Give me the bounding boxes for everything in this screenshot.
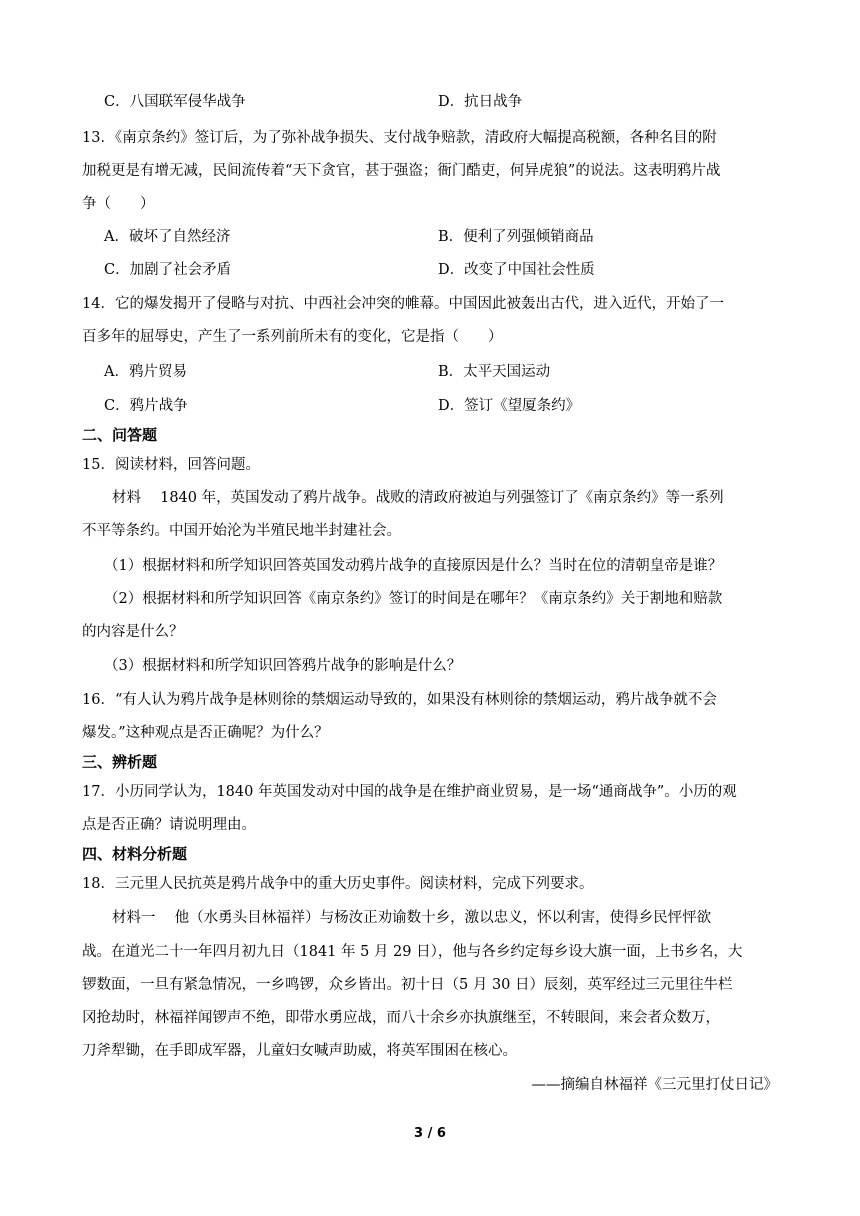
q13-option-b: B．便利了列强倾销商品 — [438, 229, 594, 245]
q15-subquestion-2-line-1: （2）根据材料和所学知识回答《南京条约》签订的时间是在哪年？《南京条约》关于割地和赔款 — [104, 591, 723, 607]
q13-option-c: C．加剧了社会矛盾 — [104, 262, 232, 278]
q15-material-line-2: 不平等条约。中国开始沦为半殖民地半封建社会。 — [82, 523, 401, 539]
q18-material-line-2: 战。在道光二十一年四月初九日（1841 年 5 月 29 日），他与各乡约定每乡设大旗一面，上书乡名，大 — [82, 944, 743, 960]
q18-stem: 18．三元里人民抗英是鸦片战争中的重大历史事件。阅读材料，完成下列要求。 — [82, 876, 594, 892]
q14-stem-line-2: 百多年的屈辱史，产生了一系列前所未有的变化，它是指（ ） — [82, 329, 503, 345]
q18-material-line-4: 冈抢劫时，林福祥闻锣声不绝，即带水勇应战，而八十余乡亦执旗继至，不转眼间，来会者众数万， — [82, 1010, 720, 1026]
q15-subquestion-2-line-2: 的内容是什么？ — [82, 624, 184, 640]
q14-option-a: A．鸦片贸易 — [104, 364, 187, 380]
page-number: 3 / 6 — [414, 1126, 446, 1141]
section-heading-analysis: 三、辨析题 — [82, 753, 158, 771]
q15-stem: 15．阅读材料，回答问题。 — [82, 457, 260, 473]
q16-line-1: 16．“有人认为鸦片战争是林则徐的禁烟运动导致的，如果没有林则徐的禁烟运动，鸦片战争就不会 — [82, 692, 717, 708]
q12-option-c: C．八国联军侵华战争 — [104, 94, 246, 110]
q17-line-2: 点是否正确？请说明理由。 — [82, 817, 256, 833]
q13-option-a: A．破坏了自然经济 — [104, 229, 231, 245]
q14-stem-line-1: 14．它的爆发揭开了侵略与对抗、中西社会冲突的帷幕。中国因此被轰出古代，进入近代，开始了一 — [82, 296, 724, 312]
q18-material-line-1: 材料一 他（水勇头目林福祥）与杨汝正劝谕数十乡，激以忠义，怀以利害，使得乡民怦怦欲 — [112, 910, 712, 926]
q13-stem-line-2: 加税更是有增无减，民间流传着“天下贪官，甚于强盗；衙门酷吏，何异虎狼”的说法。这表明鸦片战 — [82, 163, 721, 179]
q14-option-b: B．太平天国运动 — [438, 364, 551, 380]
q12-option-d: D．抗日战争 — [438, 94, 523, 110]
q14-option-c: C．鸦片战争 — [104, 398, 188, 414]
q17-line-1: 17．小历同学认为，1840 年英国发动对中国的战争是在维护商业贸易，是一场“通商战争”。小历的观 — [82, 784, 737, 800]
q15-subquestion-3: （3）根据材料和所学知识回答鸦片战争的影响是什么？ — [104, 658, 462, 674]
q15-subquestion-1: （1）根据材料和所学知识回答英国发动鸦片战争的直接原因是什么？当时在位的清朝皇帝是谁？ — [104, 558, 723, 574]
section-heading-material-analysis: 四、材料分析题 — [82, 845, 188, 863]
q16-line-2: 爆发。”这种观点是否正确呢？为什么？ — [82, 725, 329, 741]
q13-option-d: D．改变了中国社会性质 — [438, 262, 595, 278]
q15-material-line-1: 材料 1840 年，英国发动了鸦片战争。战败的清政府被迫与列强签订了《南京条约》等一系列 — [112, 490, 724, 506]
section-heading-qa: 二、问答题 — [82, 426, 158, 444]
q18-material-line-3: 锣数面，一旦有紧急情况，一乡鸣锣，众乡皆出。初十日（5 月 30 日）辰刻，英军经过三元里往牛栏 — [82, 977, 733, 993]
q18-source-citation: ——摘编自林福祥《三元里打仗日记》 — [531, 1077, 778, 1093]
q14-option-d: D．签订《望厦条约》 — [438, 398, 581, 414]
q13-stem-line-3: 争（ ） — [82, 196, 155, 212]
q13-stem-line-1: 13．《南京条约》签订后，为了弥补战争损失、支付战争赔款，清政府大幅提高税额，各种名目的附 — [82, 130, 717, 146]
q18-material-line-5: 刀斧犁锄，在手即成军器，儿童妇女喊声助威，将英军围困在核心。 — [82, 1043, 517, 1059]
